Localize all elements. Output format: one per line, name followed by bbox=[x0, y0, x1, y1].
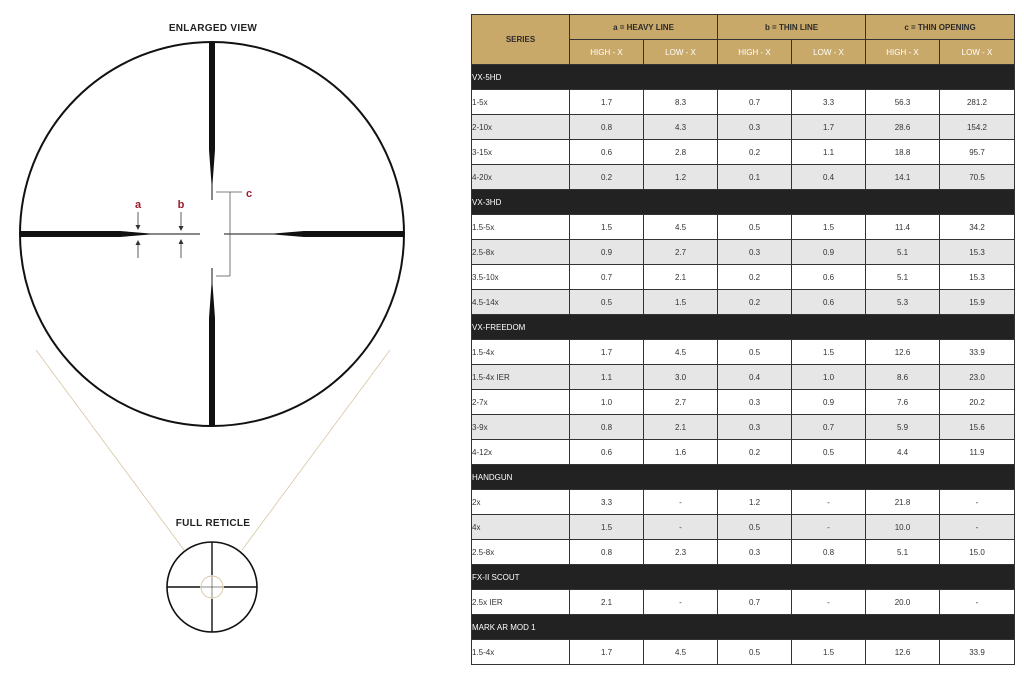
section-row bbox=[472, 65, 1015, 90]
table-row bbox=[472, 640, 1015, 665]
value-cell: 14.1 bbox=[866, 165, 940, 190]
value-cell: 0.5 bbox=[792, 440, 866, 465]
value-cell: 0.2 bbox=[718, 440, 792, 465]
value-cell: 0.3 bbox=[718, 415, 792, 440]
value-cell: 1.5 bbox=[792, 215, 866, 240]
section-label: VX-FREEDOM bbox=[472, 315, 1015, 340]
value-cell: 0.7 bbox=[792, 415, 866, 440]
value-cell: - bbox=[644, 515, 718, 540]
value-cell: 0.7 bbox=[718, 90, 792, 115]
table-row bbox=[472, 540, 1015, 565]
value-cell: 1.0 bbox=[570, 390, 644, 415]
value-cell: 1.5 bbox=[570, 515, 644, 540]
value-cell: 0.5 bbox=[718, 515, 792, 540]
model-cell: 2.5x IER bbox=[472, 590, 570, 615]
table-row bbox=[472, 365, 1015, 390]
thin-line-header: b = THIN LINE bbox=[718, 15, 866, 40]
table-row bbox=[472, 240, 1015, 265]
value-cell: 0.5 bbox=[718, 340, 792, 365]
model-cell: 3.5-10x bbox=[472, 265, 570, 290]
value-cell: 3.3 bbox=[570, 490, 644, 515]
thin-opening-header: c = THIN OPENING bbox=[866, 15, 1015, 40]
value-cell: 1.7 bbox=[570, 640, 644, 665]
value-cell: - bbox=[792, 515, 866, 540]
value-cell: 11.9 bbox=[940, 440, 1015, 465]
value-cell: 0.4 bbox=[792, 165, 866, 190]
reticle-diagram bbox=[0, 0, 440, 682]
value-cell: 1.1 bbox=[570, 365, 644, 390]
value-cell: - bbox=[792, 490, 866, 515]
table-row bbox=[472, 440, 1015, 465]
model-cell: 2.5-8x bbox=[472, 240, 570, 265]
value-cell: 34.2 bbox=[940, 215, 1015, 240]
table-row bbox=[472, 490, 1015, 515]
model-cell: 2.5-8x bbox=[472, 540, 570, 565]
value-cell: 0.4 bbox=[718, 365, 792, 390]
table-row bbox=[472, 390, 1015, 415]
marker-b-label: b bbox=[177, 199, 185, 211]
table-row bbox=[472, 215, 1015, 240]
value-cell: 1.5 bbox=[792, 640, 866, 665]
section-label: FX-II SCOUT bbox=[472, 565, 1015, 590]
table-row bbox=[472, 515, 1015, 540]
value-cell: 0.8 bbox=[570, 115, 644, 140]
sub-header-low: LOW - X bbox=[792, 40, 866, 65]
value-cell: 8.3 bbox=[644, 90, 718, 115]
value-cell: 2.8 bbox=[644, 140, 718, 165]
value-cell: 0.8 bbox=[570, 540, 644, 565]
value-cell: 28.6 bbox=[866, 115, 940, 140]
section-row bbox=[472, 465, 1015, 490]
value-cell: - bbox=[940, 590, 1015, 615]
table-row bbox=[472, 340, 1015, 365]
value-cell: 1.5 bbox=[644, 290, 718, 315]
table-row bbox=[472, 165, 1015, 190]
value-cell: 5.1 bbox=[866, 540, 940, 565]
marker-a-label: a bbox=[134, 199, 142, 211]
value-cell: 0.6 bbox=[570, 440, 644, 465]
sub-header-high: HIGH - X bbox=[866, 40, 940, 65]
value-cell: 3.3 bbox=[792, 90, 866, 115]
value-cell: 5.1 bbox=[866, 265, 940, 290]
value-cell: 8.6 bbox=[866, 365, 940, 390]
value-cell: 0.6 bbox=[792, 265, 866, 290]
value-cell: 1.1 bbox=[792, 140, 866, 165]
value-cell: 1.2 bbox=[644, 165, 718, 190]
value-cell: 0.7 bbox=[570, 265, 644, 290]
value-cell: 5.3 bbox=[866, 290, 940, 315]
value-cell: 15.0 bbox=[940, 540, 1015, 565]
sub-header-low: LOW - X bbox=[644, 40, 718, 65]
value-cell: 0.5 bbox=[718, 215, 792, 240]
value-cell: 12.6 bbox=[866, 340, 940, 365]
value-cell: 3.0 bbox=[644, 365, 718, 390]
model-cell: 3-9x bbox=[472, 415, 570, 440]
section-label: MARK AR MOD 1 bbox=[472, 615, 1015, 640]
value-cell: 0.5 bbox=[718, 640, 792, 665]
value-cell: 0.3 bbox=[718, 115, 792, 140]
value-cell: 33.9 bbox=[940, 340, 1015, 365]
value-cell: 1.7 bbox=[570, 340, 644, 365]
value-cell: 1.7 bbox=[792, 115, 866, 140]
table-row bbox=[472, 590, 1015, 615]
section-row bbox=[472, 315, 1015, 340]
value-cell: 1.0 bbox=[792, 365, 866, 390]
value-cell: 2.7 bbox=[644, 240, 718, 265]
value-cell: 21.8 bbox=[866, 490, 940, 515]
value-cell: 15.3 bbox=[940, 265, 1015, 290]
value-cell: 0.7 bbox=[718, 590, 792, 615]
model-cell: 4-12x bbox=[472, 440, 570, 465]
table-row bbox=[472, 290, 1015, 315]
value-cell: 0.2 bbox=[718, 290, 792, 315]
heavy-line-header: a = HEAVY LINE bbox=[570, 15, 718, 40]
value-cell: 15.3 bbox=[940, 240, 1015, 265]
model-cell: 1.5-4x IER bbox=[472, 365, 570, 390]
value-cell: 0.9 bbox=[792, 240, 866, 265]
value-cell: 5.1 bbox=[866, 240, 940, 265]
value-cell: 2.1 bbox=[644, 265, 718, 290]
value-cell: 0.8 bbox=[570, 415, 644, 440]
sub-header-high: HIGH - X bbox=[718, 40, 792, 65]
value-cell: 70.5 bbox=[940, 165, 1015, 190]
value-cell: 4.3 bbox=[644, 115, 718, 140]
section-row bbox=[472, 190, 1015, 215]
value-cell: 15.9 bbox=[940, 290, 1015, 315]
value-cell: - bbox=[940, 515, 1015, 540]
model-cell: 4x bbox=[472, 515, 570, 540]
value-cell: 0.8 bbox=[792, 540, 866, 565]
section-label: VX-5HD bbox=[472, 65, 1015, 90]
value-cell: 1.5 bbox=[792, 340, 866, 365]
section-label: VX-3HD bbox=[472, 190, 1015, 215]
value-cell: 4.4 bbox=[866, 440, 940, 465]
table-row bbox=[472, 115, 1015, 140]
value-cell: 1.2 bbox=[718, 490, 792, 515]
value-cell: 95.7 bbox=[940, 140, 1015, 165]
value-cell: 20.0 bbox=[866, 590, 940, 615]
section-row bbox=[472, 565, 1015, 590]
model-cell: 1.5-4x bbox=[472, 340, 570, 365]
value-cell: 2.7 bbox=[644, 390, 718, 415]
table-row bbox=[472, 90, 1015, 115]
value-cell: 0.6 bbox=[792, 290, 866, 315]
value-cell: 20.2 bbox=[940, 390, 1015, 415]
value-cell: 0.3 bbox=[718, 240, 792, 265]
model-cell: 2-10x bbox=[472, 115, 570, 140]
value-cell: 0.2 bbox=[570, 165, 644, 190]
value-cell: 1.6 bbox=[644, 440, 718, 465]
value-cell: 1.7 bbox=[570, 90, 644, 115]
value-cell: 0.9 bbox=[570, 240, 644, 265]
model-cell: 1.5-4x bbox=[472, 640, 570, 665]
value-cell: 33.9 bbox=[940, 640, 1015, 665]
model-cell: 2-7x bbox=[472, 390, 570, 415]
value-cell: 281.2 bbox=[940, 90, 1015, 115]
full-reticle bbox=[167, 542, 257, 632]
value-cell: 2.1 bbox=[644, 415, 718, 440]
value-cell: - bbox=[792, 590, 866, 615]
value-cell: 2.1 bbox=[570, 590, 644, 615]
value-cell: - bbox=[644, 490, 718, 515]
value-cell: 4.5 bbox=[644, 340, 718, 365]
table-row bbox=[472, 415, 1015, 440]
section-label: HANDGUN bbox=[472, 465, 1015, 490]
model-cell: 4-20x bbox=[472, 165, 570, 190]
spec-table-body bbox=[472, 65, 1015, 665]
series-header: SERIES bbox=[472, 15, 570, 65]
value-cell: 154.2 bbox=[940, 115, 1015, 140]
value-cell: 23.0 bbox=[940, 365, 1015, 390]
model-cell: 1.5-5x bbox=[472, 215, 570, 240]
value-cell: 0.3 bbox=[718, 540, 792, 565]
value-cell: 56.3 bbox=[866, 90, 940, 115]
value-cell: 0.5 bbox=[570, 290, 644, 315]
sub-header-high: HIGH - X bbox=[570, 40, 644, 65]
value-cell: 0.1 bbox=[718, 165, 792, 190]
full-reticle-title: FULL RETICLE bbox=[175, 518, 251, 529]
value-cell: 4.5 bbox=[644, 215, 718, 240]
model-cell: 2x bbox=[472, 490, 570, 515]
value-cell: 15.6 bbox=[940, 415, 1015, 440]
section-row bbox=[472, 615, 1015, 640]
marker-c-label: c bbox=[245, 188, 253, 200]
enlarged-view-title: ENLARGED VIEW bbox=[168, 23, 258, 34]
value-cell: 18.8 bbox=[866, 140, 940, 165]
value-cell: 7.6 bbox=[866, 390, 940, 415]
value-cell: 10.0 bbox=[866, 515, 940, 540]
value-cell: 0.2 bbox=[718, 265, 792, 290]
table-row bbox=[472, 140, 1015, 165]
value-cell: 2.3 bbox=[644, 540, 718, 565]
model-cell: 4.5-14x bbox=[472, 290, 570, 315]
value-cell: 5.9 bbox=[866, 415, 940, 440]
model-cell: 1-5x bbox=[472, 90, 570, 115]
value-cell: 0.3 bbox=[718, 390, 792, 415]
value-cell: - bbox=[644, 590, 718, 615]
value-cell: 11.4 bbox=[866, 215, 940, 240]
value-cell: - bbox=[940, 490, 1015, 515]
value-cell: 0.9 bbox=[792, 390, 866, 415]
model-cell: 3-15x bbox=[472, 140, 570, 165]
sub-header-low: LOW - X bbox=[940, 40, 1015, 65]
reticle-spec-table bbox=[471, 14, 1015, 665]
value-cell: 12.6 bbox=[866, 640, 940, 665]
value-cell: 0.2 bbox=[718, 140, 792, 165]
value-cell: 4.5 bbox=[644, 640, 718, 665]
table-row bbox=[472, 265, 1015, 290]
value-cell: 1.5 bbox=[570, 215, 644, 240]
value-cell: 0.6 bbox=[570, 140, 644, 165]
